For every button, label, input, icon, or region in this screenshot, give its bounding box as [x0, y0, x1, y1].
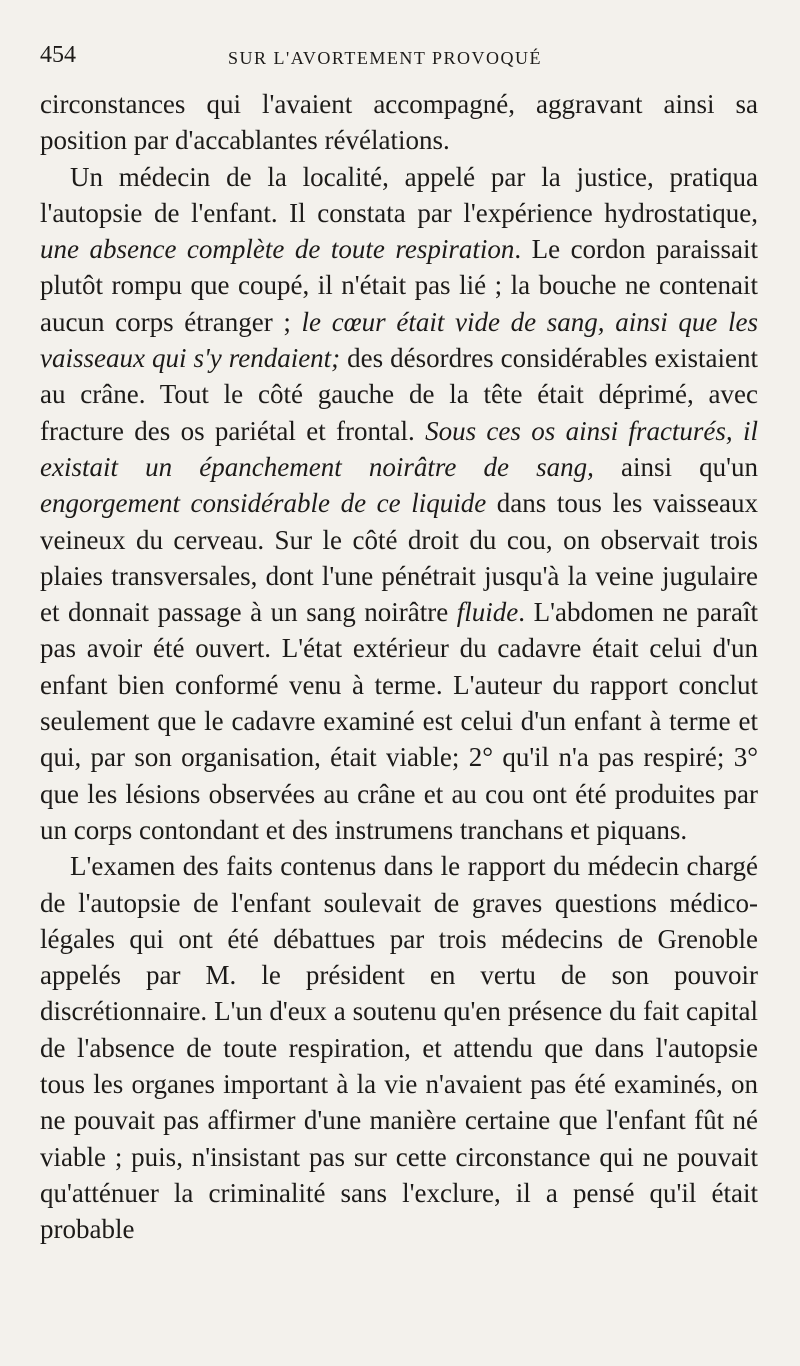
italic-text-segment: engorgement considérable de ce liquide — [40, 488, 487, 519]
running-head — [40, 38, 760, 78]
text-segment: ainsi qu'un — [593, 451, 758, 482]
text-segment: . Le cordon paraissait plutôt rompu que coupé, il n'était pas lié ; la bouche ne contenait aucun corps étranger ; — [40, 234, 759, 337]
text-segment: . L'abdomen ne paraît pas avoir été ouvert. L'état extérieur du cadavre était celui d'un enfant bien conformé venu à terme. L'auteur du rapport conclut seulement que le cadavre examiné est celui d'un enfant à terme et qui, par son organisation, était viable; 2° qu'il n'a pas respiré; 3° que les lésions observées au crâne et au cou ont été produites par un corps contondant et des instrumens tranchans et piquans. — [40, 597, 758, 845]
italic-text-segment: une absence complète de toute respiration — [40, 234, 515, 265]
italic-text-segment: Sous ces os ainsi fracturés, il existait un épanchement noirâtre de sang, — [40, 415, 759, 482]
text-segment: Un médecin de la localité, appelé par la justice, pratiqua l'autopsie de l'enfant. Il constata par l'expérience hydrostatique, — [40, 161, 758, 228]
italic-text-segment: le cœur était vide de sang, ainsi que les vaisseaux qui s'y rendaient; — [40, 306, 759, 374]
text-segment: L'examen des faits contenus dans le rapport du médecin chargé de l'autopsie de l'enfant soulevait de graves questions médico-légales qui ont été débattues par trois médecins de Grenoble appelés par M. le président en vertu de son pouvoir discrétionnaire. L'un d'eux a soutenu qu'en présence du fait capital de l'absence de toute respiration, et attendu que dans l'autopsie tous les organes important à la vie n'avaient pas été examinés, on ne pouvait pas affirmer d'une manière certaine que l'enfant fût né viable ; puis, n'insistant pas sur cette circonstance qui ne pouvait qu'atténuer la criminalité sans l'exclure, il a pensé qu'il était probable — [40, 851, 758, 1245]
text-segment: dans tous les vaisseaux veineux du cerveau. Sur le côté droit du cou, on observait trois plaies transversales, dont l'une pénétrait jusqu'à la veine jugulaire et donnait passage à un sang noirâtre — [40, 488, 758, 628]
page-number: 454 — [40, 42, 76, 68]
paragraph — [40, 86, 758, 159]
paragraph — [40, 848, 758, 1247]
body-text — [40, 86, 758, 1248]
text-segment: circonstances qui l'avaient accompagné, aggravant ainsi sa position par d'accablantes révélations. — [40, 89, 758, 156]
running-title: SUR L'AVORTEMENT PROVOQUÉ — [228, 48, 543, 68]
italic-text-segment: fluide — [456, 597, 519, 628]
paragraph — [40, 159, 758, 849]
text-segment: des désordres considérables existaient au crâne. Tout le côté gauche de la tête était déprimé, avec fracture des os pariétal et frontal. — [40, 343, 758, 446]
